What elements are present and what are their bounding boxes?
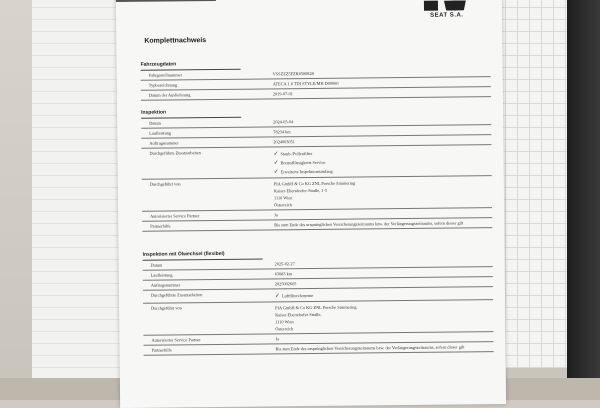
table-row: Partnerhilfe Bis zum Ende des ursprünglichen Versicherungszeitraums bzw. der Verlängerungszeitraums, sofern dieser gilt xyxy=(144,342,494,356)
table-row: Durchgeführte Zusatzarbeiten ✓ Luftfilterelemente xyxy=(143,287,493,304)
table-row: Datum 2025-02-27 xyxy=(143,257,493,271)
table-row: Auftragsnummer 2024003051 xyxy=(141,135,491,149)
table-row: Durchgeführte Zusatzarbeiten ✓ Staub-/Pollenfilter ✓ Bremsflüssigkeits Service ✓ Erweiterte Inspektionsumfang xyxy=(141,145,491,180)
table-row: Datum 2024-03-04 xyxy=(141,115,491,129)
dark-edge xyxy=(567,0,600,400)
table-row: Partnerhilfe Bis zum Ende des ursprünglichen Versicherungszeitraums bzw. der Verlängerungszeitraums, sofern dieser gilt xyxy=(142,218,492,232)
checkmark-icon: ✓ xyxy=(273,150,279,158)
document-page xyxy=(116,0,506,408)
document-title: Komplettnachweis xyxy=(144,37,207,45)
vehicle-section xyxy=(141,56,491,101)
background-paper-left xyxy=(32,0,120,380)
table-row: Datum der Auslieferung 2019-07-01 xyxy=(141,87,491,101)
checkmark-icon: ✓ xyxy=(274,292,281,300)
table-row: Fahrgestellnummer VSSZZZ5FZK6500828 xyxy=(141,67,491,81)
table-row: Durchgeführt von PIA GmbH & Co KG ZNL Porsche Simmering Kaiser-Ebersdorfer-Straße, 1-3 1110 Wien Österreich xyxy=(142,176,492,212)
inspection-section-1 xyxy=(141,104,492,232)
cut-off-text xyxy=(116,0,216,2)
vehicle-heading: Fahrzeugdaten xyxy=(141,59,241,71)
table-row: Durchgeführt von PIA GmbH & Co KG ZNL Porsche Simmering Kaiser-Ebersdorfer-Straße, 1110 Wien Österreich xyxy=(143,300,493,336)
checkmark-icon: ✓ xyxy=(273,168,279,176)
brand-label: SEAT S.A. xyxy=(430,12,464,19)
table-row: Laufleistung 78234 km xyxy=(141,125,491,139)
inspection-section-2 xyxy=(143,246,494,356)
inspection-heading-1: Inspektion xyxy=(141,107,241,119)
logo-mark-left xyxy=(424,1,438,11)
seat-logo xyxy=(386,0,481,25)
table-row: Laufleistung 63083 km xyxy=(143,267,493,281)
inspection-heading-2: Inspektion mit Ölwechsel (flexibel) xyxy=(143,249,263,261)
checkmark-icon: ✓ xyxy=(273,159,279,167)
table-row: Autorisierter Service Partner Ja xyxy=(143,332,493,346)
logo-mark-right xyxy=(444,0,466,10)
table-row: Typbezeichnung ATECA 1.6 TDI STYLE/MH D00060 xyxy=(141,77,491,91)
table-row: Autorisierter Service Partner Ja xyxy=(142,208,492,222)
table-row: Auftragsnummer 2025002665 xyxy=(143,277,493,291)
